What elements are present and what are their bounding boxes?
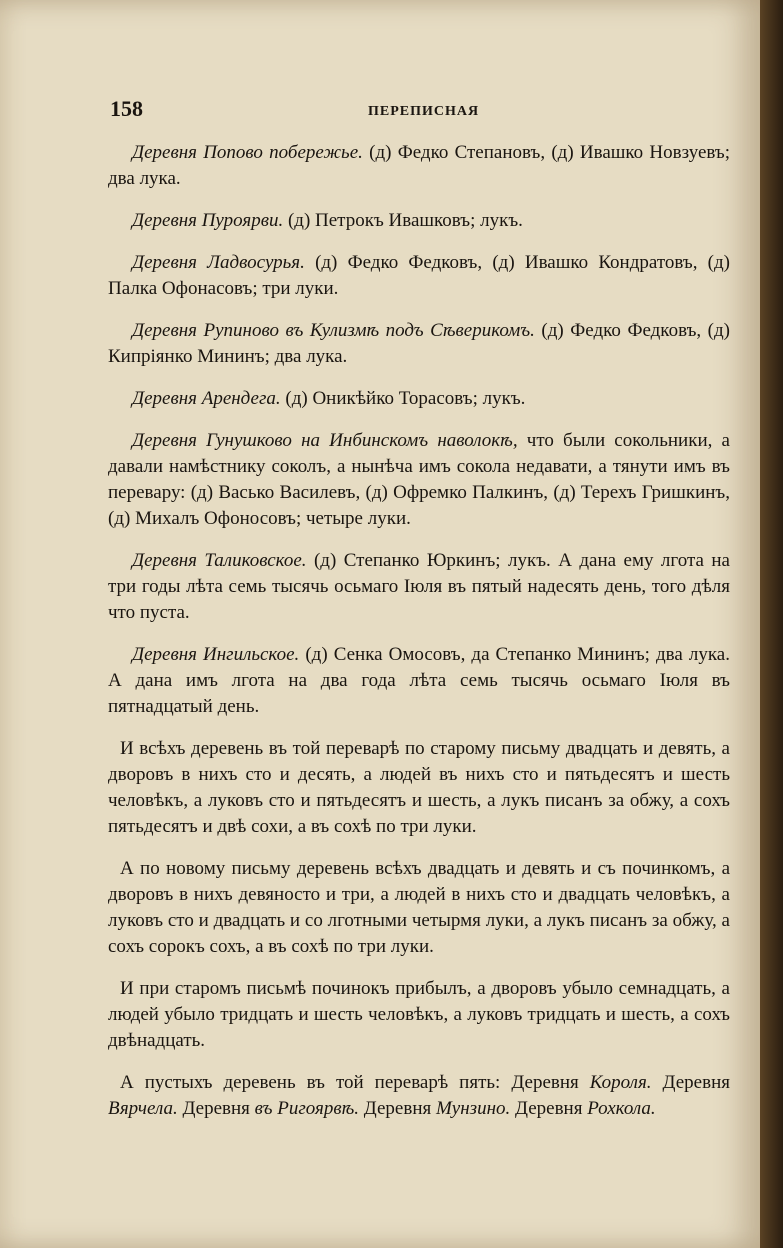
running-head: ПЕРЕПИСНАЯ [368, 104, 480, 119]
village-name: Вярчела. [108, 1098, 178, 1119]
page-number: 158 [110, 96, 143, 121]
summary-paragraph: А по новому письму деревень всѣхъ двадцать и девять и съ починкомъ, а дворовъ в нихъ девяносто и три, а людей в нихъ сто и двадцать человѣкъ, а луковъ сто и двадцать и со лготными четырмя луки, а лукъ писанъ за обжу, а сохъ сорокъ сохъ, а въ сохѣ по три луки. [108, 858, 730, 957]
village-prefix: Деревня [510, 1098, 588, 1119]
village-text: (д) Петрокъ Ивашковъ; лукъ. [283, 210, 523, 231]
village-name: Деревня Ладвосурья. [132, 252, 305, 273]
village-text: (д) Степанко Юркинъ; лукъ. А дана ему лгота на три годы лѣта семь тысячь осьмаго Іюля въ пятый надесять день, того дѣля что пуста. [108, 550, 730, 623]
empty-villages-intro: А пустыхъ деревень въ той переварѣ пять: Деревня [120, 1072, 590, 1093]
village-name: Деревня Попово побережье. [132, 142, 363, 163]
village-name: Короля. [589, 1072, 652, 1093]
page-edge [760, 0, 783, 1248]
village-name: въ Ригоярвѣ. [254, 1098, 360, 1119]
village-prefix: Деревня [651, 1072, 730, 1093]
village-entry [108, 140, 730, 192]
page-header [110, 96, 730, 128]
village-entry [108, 250, 730, 302]
village-name: Деревня Ингильское. [132, 644, 300, 665]
village-entry [108, 428, 730, 532]
summary-paragraph: И всѣхъ деревень въ той переварѣ по старому письму двадцать и девять, а дворовъ в нихъ сто и десять, а людей въ нихъ сто и пятьдесятъ и шесть человѣкъ, а луковъ сто и пятьдесятъ и шесть, а лукъ писанъ за обжу, а сохъ пятьдесятъ и двѣ сохи, а въ сохѣ по три луки. [108, 738, 730, 837]
village-name: Деревня Гунушково на Инбинскомъ наволокѣ, [132, 430, 518, 451]
empty-villages-paragraph [108, 1070, 730, 1122]
village-name: Мунзино. [435, 1098, 511, 1119]
village-entry [108, 318, 730, 370]
page-body [108, 140, 730, 1138]
village-text: (д) Федко Степановъ, (д) Ивашко Новзуевъ; два лука. [108, 142, 731, 189]
village-entry [108, 548, 730, 626]
village-text: (д) Федко Федковъ, (д) Кипріянко Мининъ; два лука. [108, 320, 731, 367]
village-text: (д) Сенка Омосовъ, да Степанко Мининъ; два лука. А дана имъ лгота на два года лѣта семь тысячь осьмаго Іюля въ пятнадцатый день. [108, 644, 730, 717]
village-name: Деревня Рупиново въ Кулизмѣ подъ Сѣверикомъ. [132, 320, 535, 341]
village-name: Рохкола. [587, 1098, 656, 1119]
village-name: Деревня Арендега. [132, 388, 281, 409]
village-prefix: Деревня [359, 1098, 436, 1119]
summary-paragraph: И при старомъ письмѣ починокъ прибылъ, а дворовъ убыло семнадцать, а людей убыло тридцать и шесть человѣкъ, а луковъ тридцать и шесть, а сохъ двѣнадцать. [108, 978, 730, 1051]
village-prefix: Деревня [177, 1098, 255, 1119]
village-entry [108, 642, 730, 720]
village-entry [108, 208, 730, 234]
village-text: (д) Федко Федковъ, (д) Ивашко Кондратовъ, (д) Палка Офонасовъ; три луки. [108, 252, 730, 299]
village-name: Деревня Таликовское. [132, 550, 307, 571]
village-entry [108, 386, 730, 412]
village-name: Деревня Пуроярви. [132, 210, 284, 231]
village-text: (д) Оникѣйко Торасовъ; лукъ. [280, 388, 526, 409]
village-text: что были сокольники, а давали намѣстнику соколъ, а нынѣча имъ сокола недавати, а тянути имъ въ перевару: (д) Васько Василевъ, (д) Офремко Палкинъ, (д) Терехъ Гришкинъ, (д) Михалъ Офоносовъ; четыре луки. [108, 430, 730, 529]
